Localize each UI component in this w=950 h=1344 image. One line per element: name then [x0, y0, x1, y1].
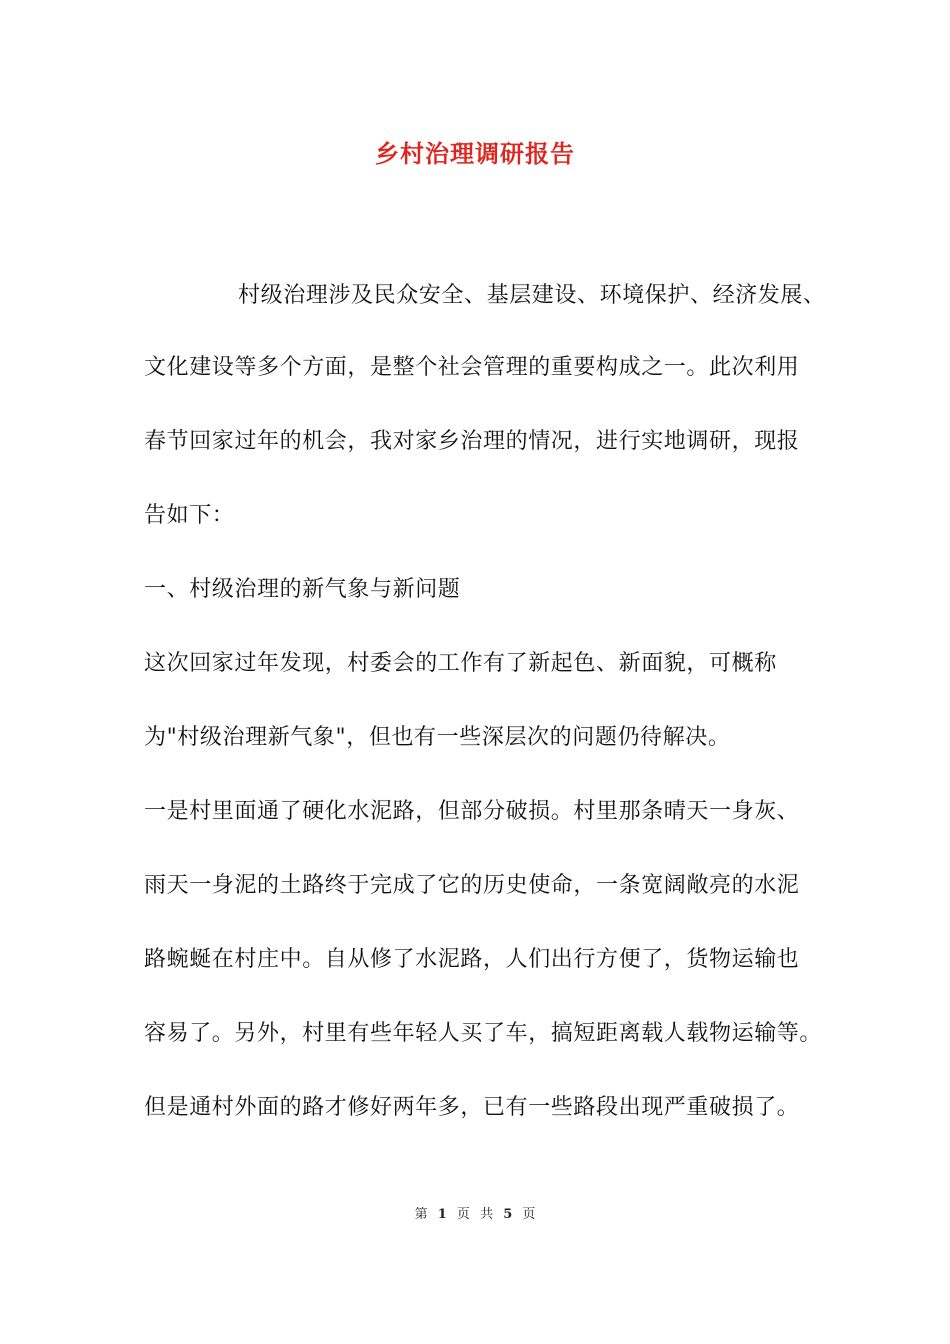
footer-prefix: 第 — [414, 1207, 428, 1222]
paragraph-line: 一是村里面通了硬化水泥路，但部分破损。村里那条晴天一身灰、 — [144, 799, 800, 824]
footer-total-pages: 5 — [503, 1207, 513, 1222]
paragraph-line: 这次回家过年发现，村委会的工作有了新起色、新面貌，可概称 — [144, 651, 777, 676]
paragraph-line: 村级治理涉及民众安全、基层建设、环境保护、经济发展、 — [238, 283, 826, 308]
paragraph-line: 文化建设等多个方面，是整个社会管理的重要构成之一。此次利用 — [144, 355, 800, 380]
footer-current-page: 1 — [437, 1207, 447, 1222]
page-footer — [0, 1205, 950, 1225]
paragraph-line: 春节回家过年的机会，我对家乡治理的情况，进行实地调研，现报 — [144, 429, 800, 454]
paragraph-line: 雨天一身泥的土路终于完成了它的历史使命，一条宽阔敞亮的水泥 — [144, 873, 800, 898]
paragraph-line: 路蜿蜒在村庄中。自从修了水泥路，人们出行方便了，货物运输也 — [144, 947, 800, 972]
footer-suffix: 页 — [522, 1207, 536, 1222]
paragraph-line: 为"村级治理新气象"，但也有一些深层次的问题仍待解决。 — [144, 725, 731, 750]
section-heading: 一、村级治理的新气象与新问题 — [144, 577, 461, 602]
footer-page-label: 页 — [456, 1207, 470, 1222]
footer-total-label: 共 — [480, 1207, 494, 1222]
document-title: 乡村治理调研报告 — [375, 139, 575, 168]
paragraph-line: 但是通村外面的路才修好两年多，已有一些路段出现严重破损了。 — [144, 1095, 800, 1120]
paragraph-line: 容易了。另外，村里有些年轻人买了车，搞短距离载人载物运输等。 — [144, 1021, 823, 1046]
paragraph-line: 告如下： — [144, 503, 235, 528]
